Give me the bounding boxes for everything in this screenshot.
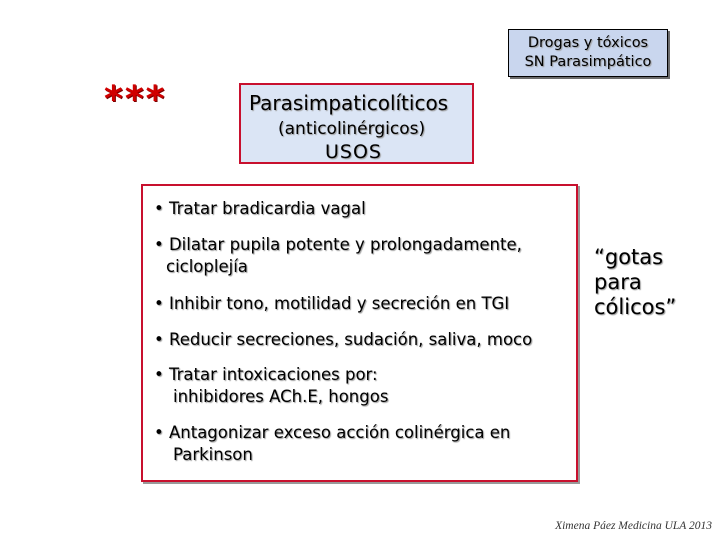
title-box xyxy=(239,83,474,164)
use-item-4-line-1: • Reducir secreciones, sudación, saliva, moco xyxy=(154,330,533,349)
slide-title: Parasimpaticolíticos xyxy=(249,91,449,115)
use-item-2 xyxy=(154,234,522,278)
slide-subtitle: (anticolinérgicos) xyxy=(278,119,426,139)
uses-list-box xyxy=(141,184,578,482)
use-item-1-line-1: • Tratar bradicardia vagal xyxy=(154,199,366,218)
author-footer: Ximena Páez Medicina ULA 2013 xyxy=(555,520,712,532)
importance-stars: *** xyxy=(104,79,167,120)
use-item-5 xyxy=(154,364,388,408)
use-item-6-line-1: • Antagonizar exceso acción colinérgica en xyxy=(154,423,511,442)
use-item-4 xyxy=(154,329,532,351)
use-item-5-line-2: inhibidores ACh.E, hongos xyxy=(173,387,389,406)
uses-heading: USOS xyxy=(325,141,382,163)
use-item-6-line-2: Parkinson xyxy=(173,445,253,464)
use-item-3-line-1: • Inhibir tono, motilidad y secreción en TGI xyxy=(154,294,510,313)
side-note-line-2: para xyxy=(594,270,642,294)
use-item-2-line-2: ciclopl​ejía xyxy=(166,257,248,276)
side-note-line-3: cólicos” xyxy=(594,295,677,319)
topic-line-1: Drogas y tóxicos xyxy=(527,35,649,51)
side-note-line-1: “gotas xyxy=(594,245,664,269)
use-item-1 xyxy=(154,198,366,220)
side-note xyxy=(594,245,676,320)
use-item-3 xyxy=(154,293,509,315)
topic-line-2: SN Parasimpático xyxy=(524,54,652,70)
use-item-5-line-1: • Tratar intoxicaciones por: xyxy=(154,365,378,384)
topic-label-box xyxy=(508,29,668,77)
use-item-2-line-1: • Dilatar pupila potente y prolongadamente, xyxy=(154,235,522,254)
use-item-6 xyxy=(154,422,510,466)
